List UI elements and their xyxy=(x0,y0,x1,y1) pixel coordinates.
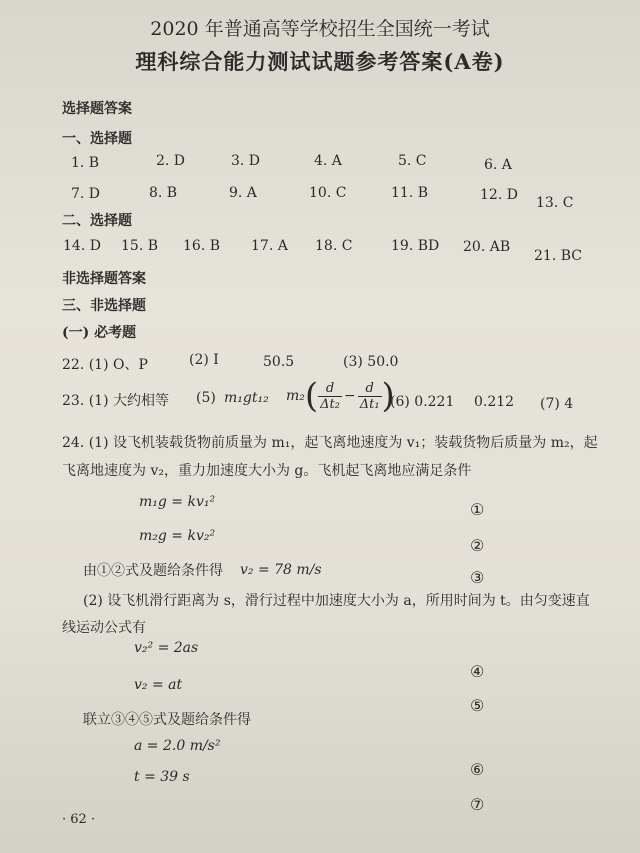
equation-marker-1: ① xyxy=(470,500,485,519)
answer-item: 11. B xyxy=(391,185,429,201)
q23-part5-label: (5) xyxy=(196,390,216,406)
answer-item: 17. A xyxy=(251,238,288,254)
answer-item: 9. A xyxy=(229,185,257,201)
fraction-d-over-dt2: $\frac{d}{\text{Δt₂}}$ xyxy=(320,380,340,412)
answer-item: 14. D xyxy=(63,238,101,254)
derivation-2: 联立③④⑤式及题给条件得 xyxy=(83,712,251,728)
q24-setup-line1: 24. (1) 设飞机装载货物前质量为 m₁，起飞离地速度为 v₁；装载货物后质量为 m₂，起 xyxy=(62,435,598,451)
answer-item: 8. B xyxy=(149,185,178,201)
q23-part1: 23. (1) 大约相等 xyxy=(62,393,169,409)
answer-item: 18. C xyxy=(315,238,353,254)
q22-part3: (3) 50.0 xyxy=(343,354,399,370)
equation-marker-2: ② xyxy=(470,536,485,555)
q22-part2: (2) I xyxy=(189,352,219,368)
q22-part1: 22. (1) O、P xyxy=(62,357,148,373)
equation-1: m₁g = kv₁² xyxy=(139,494,216,510)
answer-item: 2. D xyxy=(156,153,186,169)
q23-formula: m₂( $\frac{d}{\text{Δt₂}}$ − $\frac{d}{\text{Δt₁}}$ ) xyxy=(286,376,395,416)
part2-heading: 二、选择题 xyxy=(62,213,132,229)
answer-item: 13. C xyxy=(536,195,574,211)
q22-value: 50.5 xyxy=(263,354,295,370)
answer-item: 20. AB xyxy=(463,239,511,255)
equation-marker-7: ⑦ xyxy=(470,795,485,814)
answer-item: 16. B xyxy=(183,238,221,254)
answer-item: 21. BC xyxy=(534,248,582,264)
equation-2: m₂g = kv₂² xyxy=(139,528,216,544)
answer-item: 5. C xyxy=(398,153,427,169)
answer-item: 1. B xyxy=(71,155,100,171)
page-number: · 62 · xyxy=(62,812,96,827)
q23-part6-value2: 0.212 xyxy=(474,394,515,410)
q23-part6: (6) 0.221 xyxy=(390,394,455,410)
answer-item: 7. D xyxy=(71,186,101,202)
answer-key-title: 理科综合能力测试试题参考答案(A卷) xyxy=(135,49,505,74)
answer-item: 6. A xyxy=(484,157,512,173)
answer-item: 3. D xyxy=(231,153,261,169)
q23-part5-expr: m₁gt₁₂ xyxy=(224,390,269,406)
answer-item: 19. BD xyxy=(391,238,440,254)
q23-mass-coefficient: m₂ xyxy=(286,388,305,404)
equation-marker-6: ⑥ xyxy=(470,760,485,779)
equation-marker-4: ④ xyxy=(470,662,485,681)
equation-5: v₂ = at xyxy=(134,677,183,693)
q24-setup-line2: 飞离地速度为 v₂，重力加速度大小为 g。飞机起飞离地应满足条件 xyxy=(62,463,472,479)
equation-marker-3: ③ xyxy=(470,568,485,587)
exam-title: 2020 年普通高等学校招生全国统一考试 xyxy=(150,18,490,40)
answer-item: 12. D xyxy=(480,187,518,203)
part3-heading: 三、非选择题 xyxy=(62,298,146,314)
non-mc-heading: 非选择题答案 xyxy=(62,271,146,287)
required-heading: (一) 必考题 xyxy=(62,325,137,341)
result-v2: v₂ = 78 m/s xyxy=(240,562,322,578)
mc-answers-heading: 选择题答案 xyxy=(62,101,132,117)
equation-4: v₂² = 2as xyxy=(134,640,199,656)
answer-item: 10. C xyxy=(309,185,347,201)
derivation-1: 由①②式及题给条件得 xyxy=(83,563,223,579)
equation-7: t = 39 s xyxy=(134,769,190,785)
q24-part2-line1: (2) 设飞机滑行距离为 s，滑行过程中加速度大小为 a，所用时间为 t。由匀变速直 xyxy=(83,593,590,609)
equation-6: a = 2.0 m/s² xyxy=(134,738,221,754)
q23-part7: (7) 4 xyxy=(540,396,574,412)
answer-item: 15. B xyxy=(121,238,159,254)
q24-part2-line2: 线运动公式有 xyxy=(62,620,146,636)
answer-item: 4. A xyxy=(314,153,342,169)
fraction-d-over-dt1: $\frac{d}{\text{Δt₁}}$ xyxy=(359,380,380,412)
part1-heading: 一、选择题 xyxy=(62,131,132,147)
equation-marker-5: ⑤ xyxy=(470,696,485,715)
